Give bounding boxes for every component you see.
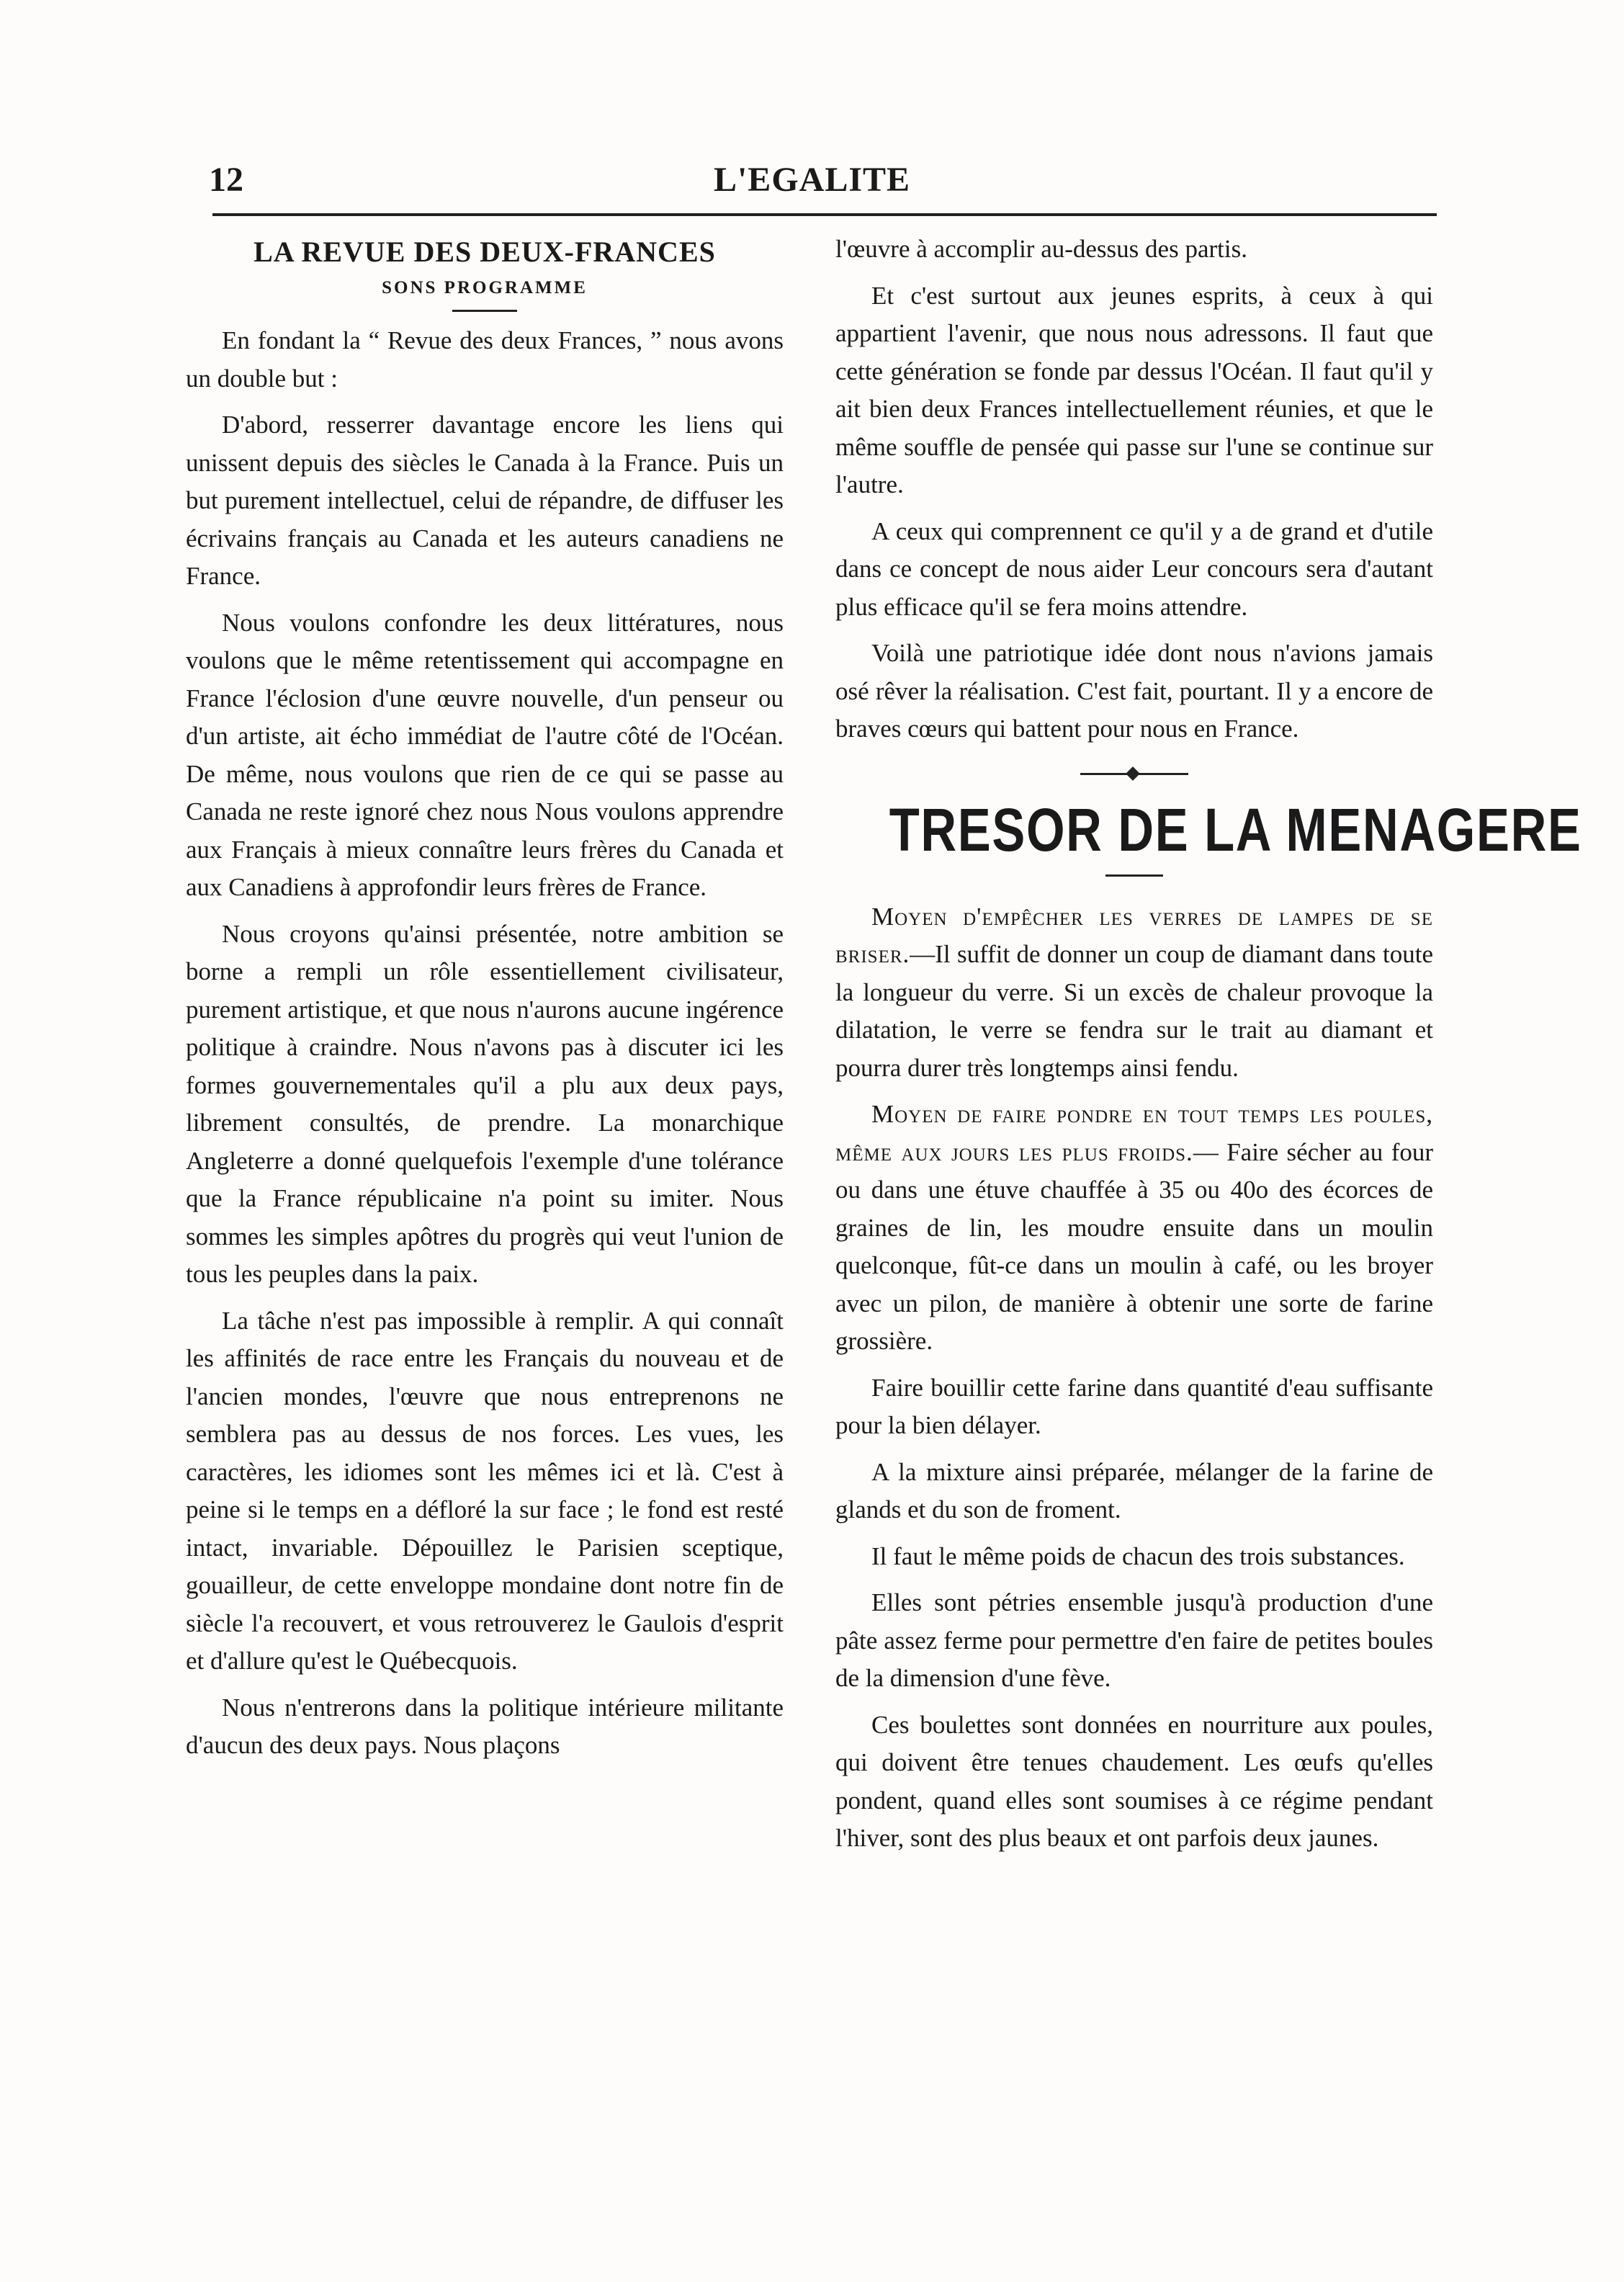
paragraph: Elles sont pétries ensemble jusqu'à production d'une pâte assez ferme pour permettre d'en faire de petites boules de la dimension d'une fève. bbox=[835, 1588, 1433, 1692]
paragraph: La tâche n'est pas impossible à remplir. A qui connaît les affinités de race entre les Français du nouveau et de l'ancien mondes, l'œuvre que nous entreprenons ne semblera pas au dessus de nos forces. Les vues, les caractères, les idiomes sont les mêmes ici et là. C'est à peine si le temps en a défloré la sur face ; le fond est resté intact, invariable. Dépouillez le Parisien sceptique, gouailleur, de cette enveloppe mondaine dont notre fin de siècle l'a recouvert, et vous retrouverez le Gaulois d'esprit et d'allure qu'est le Québecquois. bbox=[186, 1306, 784, 1675]
page-number: 12 bbox=[209, 161, 243, 199]
paragraph: D'abord, resserrer davantage encore les liens qui unissent depuis des siècles le Canada à la France. Puis un but purement intellectuel, celui de répandre, de diffuser les écrivains français au Canada et les auteurs canadiens ne France. bbox=[186, 411, 784, 590]
article-subtitle: SONS PROGRAMME bbox=[382, 278, 588, 297]
article-title: LA REVUE DES DEUX-FRANCES bbox=[254, 236, 716, 268]
paragraph: Nous n'entrerons dans la politique intérieure militante d'aucun des deux pays. Nous plaçons bbox=[186, 1693, 784, 1759]
paragraph: Nous voulons confondre les deux littératures, nous voulons que le même retentissement qui accompagne en France l'éclosion d'une œuvre nouvelle, d'un penseur ou d'un artiste, ait écho immédiat de l'autre côté de l'Océan. De même, nous voulons que rien de ce qui se passe au Canada ne reste ignoré chez nous Nous voulons apprendre aux Français à mieux connaître leurs frères du Canada et aux Canadiens à approfondir leurs frères de France. bbox=[186, 608, 784, 901]
paragraph: Nous croyons qu'ainsi présentée, notre ambition se borne a rempli un rôle essentiellement civilisateur, purement artistique, et que nous n'aurons aucune ingérence politique à craindre. Nous n'avons pas à discuter ici les formes gouvernementales qu'il a plu aux deux pays, librement consultés, de prendre. La monarchique Angleterre a donné quelquefois l'exemple d'une tolérance que la France républicaine n'a point su imiter. Nous sommes les simples apôtres du progrès qui veut l'union de tous les peuples dans la paix. bbox=[186, 919, 784, 1288]
paragraph: Ces boulettes sont données en nourriture aux poules, qui doivent être tenues chaudement. Les œufs qu'elles pondent, quand elles sont soumises à ce régime pendant l'hiver, sont des plus beaux et ont parfois deux jaunes. bbox=[835, 1710, 1433, 1852]
recipe-heading: Moyen d'empêcher les verres de lampes de se briser. bbox=[835, 902, 1433, 968]
recipe-text: —Il suffit de donner un coup de diamant dans toute la longueur du verre. Si un excès de chaleur provoque la dilatation, le verre se fendra sur le trait au diamant et pourra durer très longtemps ainsi fendu. bbox=[835, 940, 1433, 1082]
recipe-heading: Moyen de faire pondre en tout temps les poules, même aux jours les plus froids. bbox=[835, 1100, 1433, 1166]
paragraph: Voilà une patriotique idée dont nous n'avions jamais osé rêver la réalisation. C'est fait, pourtant. Il y a encore de braves cœurs qui battent pour nous en France. bbox=[835, 639, 1433, 743]
paragraph: Et c'est surtout aux jeunes esprits, à ceux à qui appartient l'avenir, que nous nous adressons. Il faut que cette génération se fonde par dessus l'Océan. Il faut qu'il y ait bien deux Frances intellectuellement réunies, et que le même souffle de pensée qui passe sur l'une se continue sur l'autre. bbox=[835, 281, 1433, 498]
section-rule bbox=[1105, 874, 1163, 877]
section-title: TRESOR DE LA MENAGERE bbox=[889, 795, 1582, 864]
diamond-ornament-icon bbox=[1126, 766, 1140, 781]
recipe-paragraph bbox=[835, 1096, 1433, 1361]
paragraph: A ceux qui comprennent ce qu'il y a de grand et d'utile dans ce concept de nous aider Leur concours sera d'autant plus efficace qu'il se fera moins attendre. bbox=[835, 516, 1433, 621]
paragraph: l'œuvre à accomplir au-dessus des partis. bbox=[835, 235, 1247, 263]
title-rule bbox=[452, 310, 517, 312]
ornament-divider bbox=[1080, 773, 1188, 775]
paragraph: En fondant la “ Revue des deux Frances, ” nous avons un double but : bbox=[186, 326, 784, 393]
paragraph: A la mixture ainsi préparée, mélanger de la farine de glands et du son de froment. bbox=[835, 1457, 1433, 1523]
running-title: L'EGALITE bbox=[713, 161, 911, 199]
left-column bbox=[186, 231, 784, 1773]
recipe-text: — Faire sécher au four ou dans une étuve chauffée à 35 ou 40o des écorces de graines de lin, les moudre ensuite dans un moulin quelconque, fût-ce dans un moulin à café, ou les broyer avec un pilon, de manière à obtenir une sorte de farine grossière. bbox=[835, 1137, 1434, 1355]
header-rule bbox=[212, 213, 1437, 216]
paragraph: Il faut le même poids de chacun des trois substances. bbox=[871, 1542, 1405, 1570]
paragraph: Faire bouillir cette farine dans quantité d'eau suffisante pour la bien délayer. bbox=[835, 1373, 1433, 1439]
right-column bbox=[835, 231, 1582, 1866]
recipe-paragraph bbox=[835, 898, 1433, 1088]
